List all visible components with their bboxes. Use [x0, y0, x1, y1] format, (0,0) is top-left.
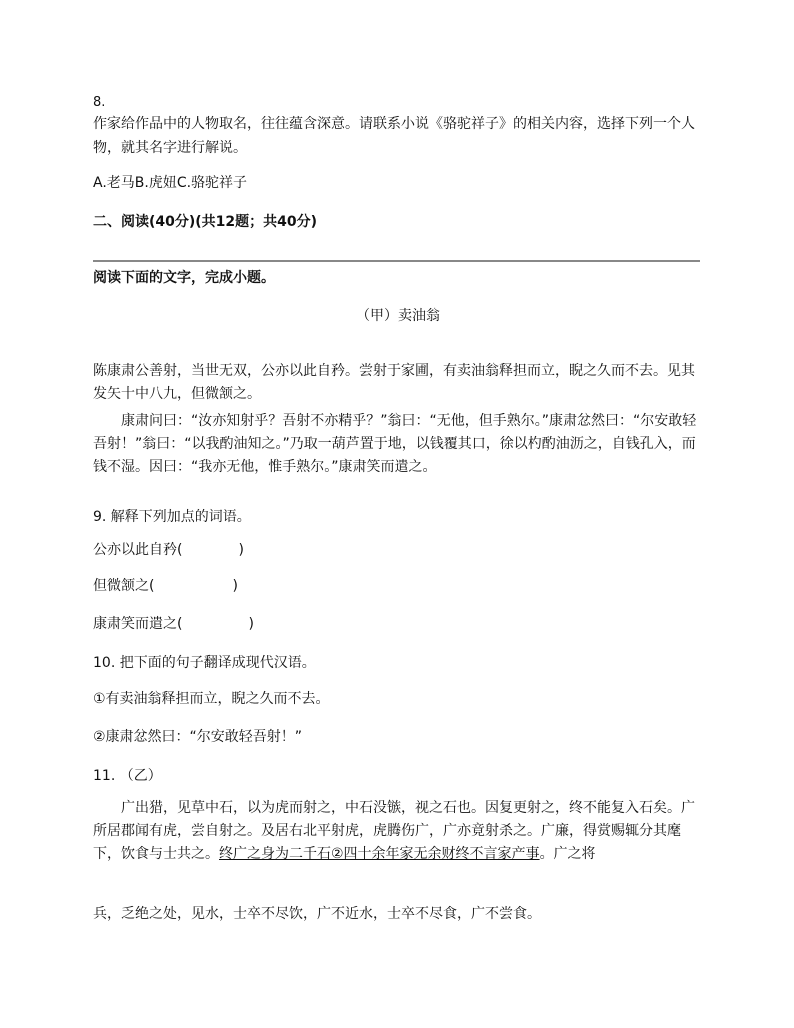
passage-yi-paragraph	[93, 797, 701, 866]
close-paren: )	[232, 578, 238, 594]
passage-yi-main: 广出猎，见草中石，以为虎而射之，中石没镞，视之石也。因复更射之，终不能复入石矣。广所居郡闻有虎，尝自射之。及居右北平射虎，虎腾伤广，广亦竟射杀之。广廉，得赏赐辄分其麾下，饮食与士共之。	[93, 800, 695, 862]
question-8-options: A.老马B.虎妞C.骆驼祥子	[93, 175, 248, 191]
question-8-text: 作家给作品中的人物取名，往往蕴含深意。请联系小说《骆驼祥子》的相关内容，选择下列一个人物，就其名字进行解说。	[93, 116, 695, 156]
underlined-sentence: 终广之身为二千石②四十余年家无余财终不言家产事	[219, 846, 540, 862]
question-9-item-a-text: 公亦以此自矜(	[93, 542, 183, 558]
question-10-item-2: ②康肃忿然曰：“尔安敢轻吾射！”	[93, 729, 303, 745]
question-8-number: 8.	[93, 95, 106, 110]
section-divider	[93, 260, 700, 262]
passage-paragraph-2: 康肃问曰：“汝亦知射乎？吾射不亦精乎？”翁曰：“无他，但手熟尔。”康肃忿然曰：“尔安敢轻吾射！”翁曰：“以我酌油知之。”乃取一葫芦置于地，以钱覆其口，徐以杓酌油沥之，自钱孔入，而钱不湿。因曰：“我亦无他，惟手熟尔。”康肃笑而遣之。	[93, 413, 697, 475]
passage-yi-continuation: 兵，乏绝之处，见水，士卒不尽饮，广不近水，士卒不尽食，广不尝食。	[93, 906, 541, 922]
question-9-item-c	[93, 613, 254, 635]
question-9-item-c-text: 康肃笑而遣之(	[93, 616, 183, 632]
passage-title: （甲）卖油翁	[356, 308, 440, 324]
question-10-item-1: ①有卖油翁释担而立，睨之久而不去。	[93, 691, 330, 707]
close-paren: )	[248, 616, 254, 632]
question-9-item-a	[93, 539, 244, 561]
question-9-item-b	[93, 575, 238, 597]
question-10-title: 10. 把下面的句子翻译成现代汉语。	[93, 655, 316, 671]
section-title: 二、阅读(40分)(共12题；共40分)	[93, 214, 318, 230]
question-9-title: 9. 解释下列加点的词语。	[93, 509, 251, 525]
passage-yi-tail: 。广之将	[539, 846, 596, 862]
passage-paragraph-1: 陈康肃公善射，当世无双，公亦以此自矜。尝射于家圃，有卖油翁释担而立，睨之久而不去。见其发矢十中八九，但微颔之。	[93, 363, 695, 402]
reading-instruction: 阅读下面的文字，完成小题。	[93, 270, 275, 286]
close-paren: )	[238, 542, 244, 558]
question-11-title: 11. （乙）	[93, 768, 162, 784]
question-9-item-b-text: 但微颔之(	[93, 578, 155, 594]
